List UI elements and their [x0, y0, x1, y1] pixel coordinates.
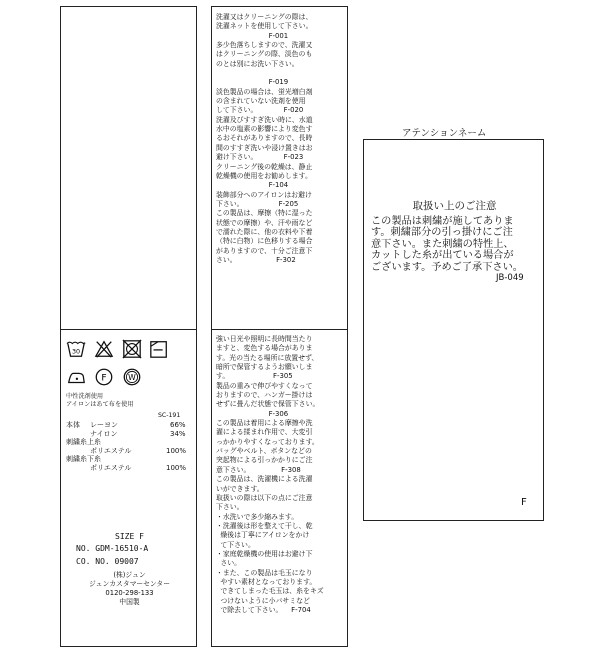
fiber-percent: 34%: [170, 430, 186, 438]
care-label-divider: [61, 329, 196, 330]
attention-caption: アテンションネーム: [402, 128, 487, 139]
care-instructions-bottom: 強い日光や照明に長時間当たり ますと、変色する場合がありま す。光の当たる場所に放置せず、 暗所で保管するようお願いしま す。 F-305 製品の重みで伸びやすくなって おりますので、ハンガー掛けは せずに畳んだ状態で保管下さい。 F-306 この製品は着用による摩擦や洗 濯による揉まれ作用で、大変引 っかかりやすくなっております。 バッグやベルト、ボタンなどの 突起物による引っかかりにご注 意下さい。 F-308 この製品は、洗濯機による洗濯 いができます。 取扱いの際は以下の点にご注意 下さい。 ・水洗いで多少縮みます。 ・洗濯後は形を整えて干し、乾 燥後は丁寧にアイロンをかけ て下さい。 ・家庭乾燥機の使用はお避け下 さい。 ・また、この製品は毛玉になり やすい素材となっております。 できてしまった毛玉は、糸をキズ つけないように小バサミなど で除去して下さい。 F-704: [216, 335, 324, 614]
fiber-part: 刺繍糸上糸: [66, 438, 101, 446]
fiber-material: レーヨン: [90, 421, 118, 429]
svg-text:W: W: [128, 373, 136, 383]
product-number: NO. GDM-16510-A: [76, 544, 149, 553]
detergent-note: 中性洗剤使用 アイロンはあて布を使用: [66, 393, 134, 408]
care-label-divider: [212, 329, 347, 330]
no-tumble-dry-icon: [122, 339, 142, 359]
no-bleach-icon: [94, 339, 114, 359]
attention-body: この製品は刺繍が施してありま す。刺繍部分の引っ掛けにご注 意下さい。また刺繍の特性上、 カットした糸が出ている場合が ございます。予めご了承下さい。: [371, 216, 523, 273]
sc-code: SC-191: [158, 412, 181, 419]
care-label-middle: [211, 6, 348, 647]
customer-center: ジュンカスタマーセンター: [88, 580, 171, 588]
attention-code: JB-049: [496, 273, 524, 283]
fiber-material: ポリエステル: [90, 464, 132, 472]
fiber-percent: 100%: [166, 447, 187, 455]
wet-clean-w-icon: [122, 367, 142, 387]
attention-heading: 取扱い上のご注意: [412, 200, 497, 212]
size-text: SIZE F: [115, 532, 144, 541]
iron-low-icon: [66, 367, 86, 387]
svg-text:30: 30: [71, 348, 81, 356]
care-instructions-top: 洗濯又はクリーニングの際は、 洗濯ネットを使用して下さい。 F-001 多少色落ちしますので、洗濯又 はクリーニングの際、淡色のも のとは別にお洗い下さい。 F-019 淡色製品の場合は、蛍光増白剤 の含まれていない洗剤を使用 して下さい。 F-020 洗濯及びすすぎ洗い時に、水道 水中の塩素の影響により変色す るおそれがありますので、長時 間のすすぎ洗いや浸け置きはお 避け下さい。 F-023 クリーニング後の乾燥は、静止 乾燥機の使用をお勧めします。 F-104 装飾部分へのアイロンはお避け 下さい。 F-205 この製品は、摩擦（特に湿った 状態での摩擦）や、汗や雨など で濡れた際に、他の衣料や下着 （特に白物）に色移りする場合 がありますので、十分ご注意下 さい。 F-302: [216, 13, 313, 264]
line-dry-shade-icon: [149, 339, 169, 359]
dry-clean-f-icon: [94, 367, 114, 387]
wash-30-icon: [66, 339, 86, 359]
fiber-material: ナイロン: [90, 430, 118, 438]
phone-number: 0120-298-133: [105, 589, 154, 597]
color-number: CO. NO. 09007: [76, 557, 139, 566]
fiber-percent: 66%: [170, 421, 186, 429]
fiber-part: 本体: [66, 421, 80, 429]
size-mark: F: [521, 497, 527, 508]
origin-country: 中国製: [119, 598, 140, 606]
company-name: (株)ジュン: [113, 571, 146, 579]
fiber-part: 刺繍糸下糸: [66, 455, 101, 463]
fiber-material: ポリエステル: [90, 447, 132, 455]
svg-text:F: F: [101, 373, 107, 384]
attention-label: [363, 139, 544, 521]
fiber-percent: 100%: [166, 464, 187, 472]
care-label-left: [60, 6, 197, 647]
